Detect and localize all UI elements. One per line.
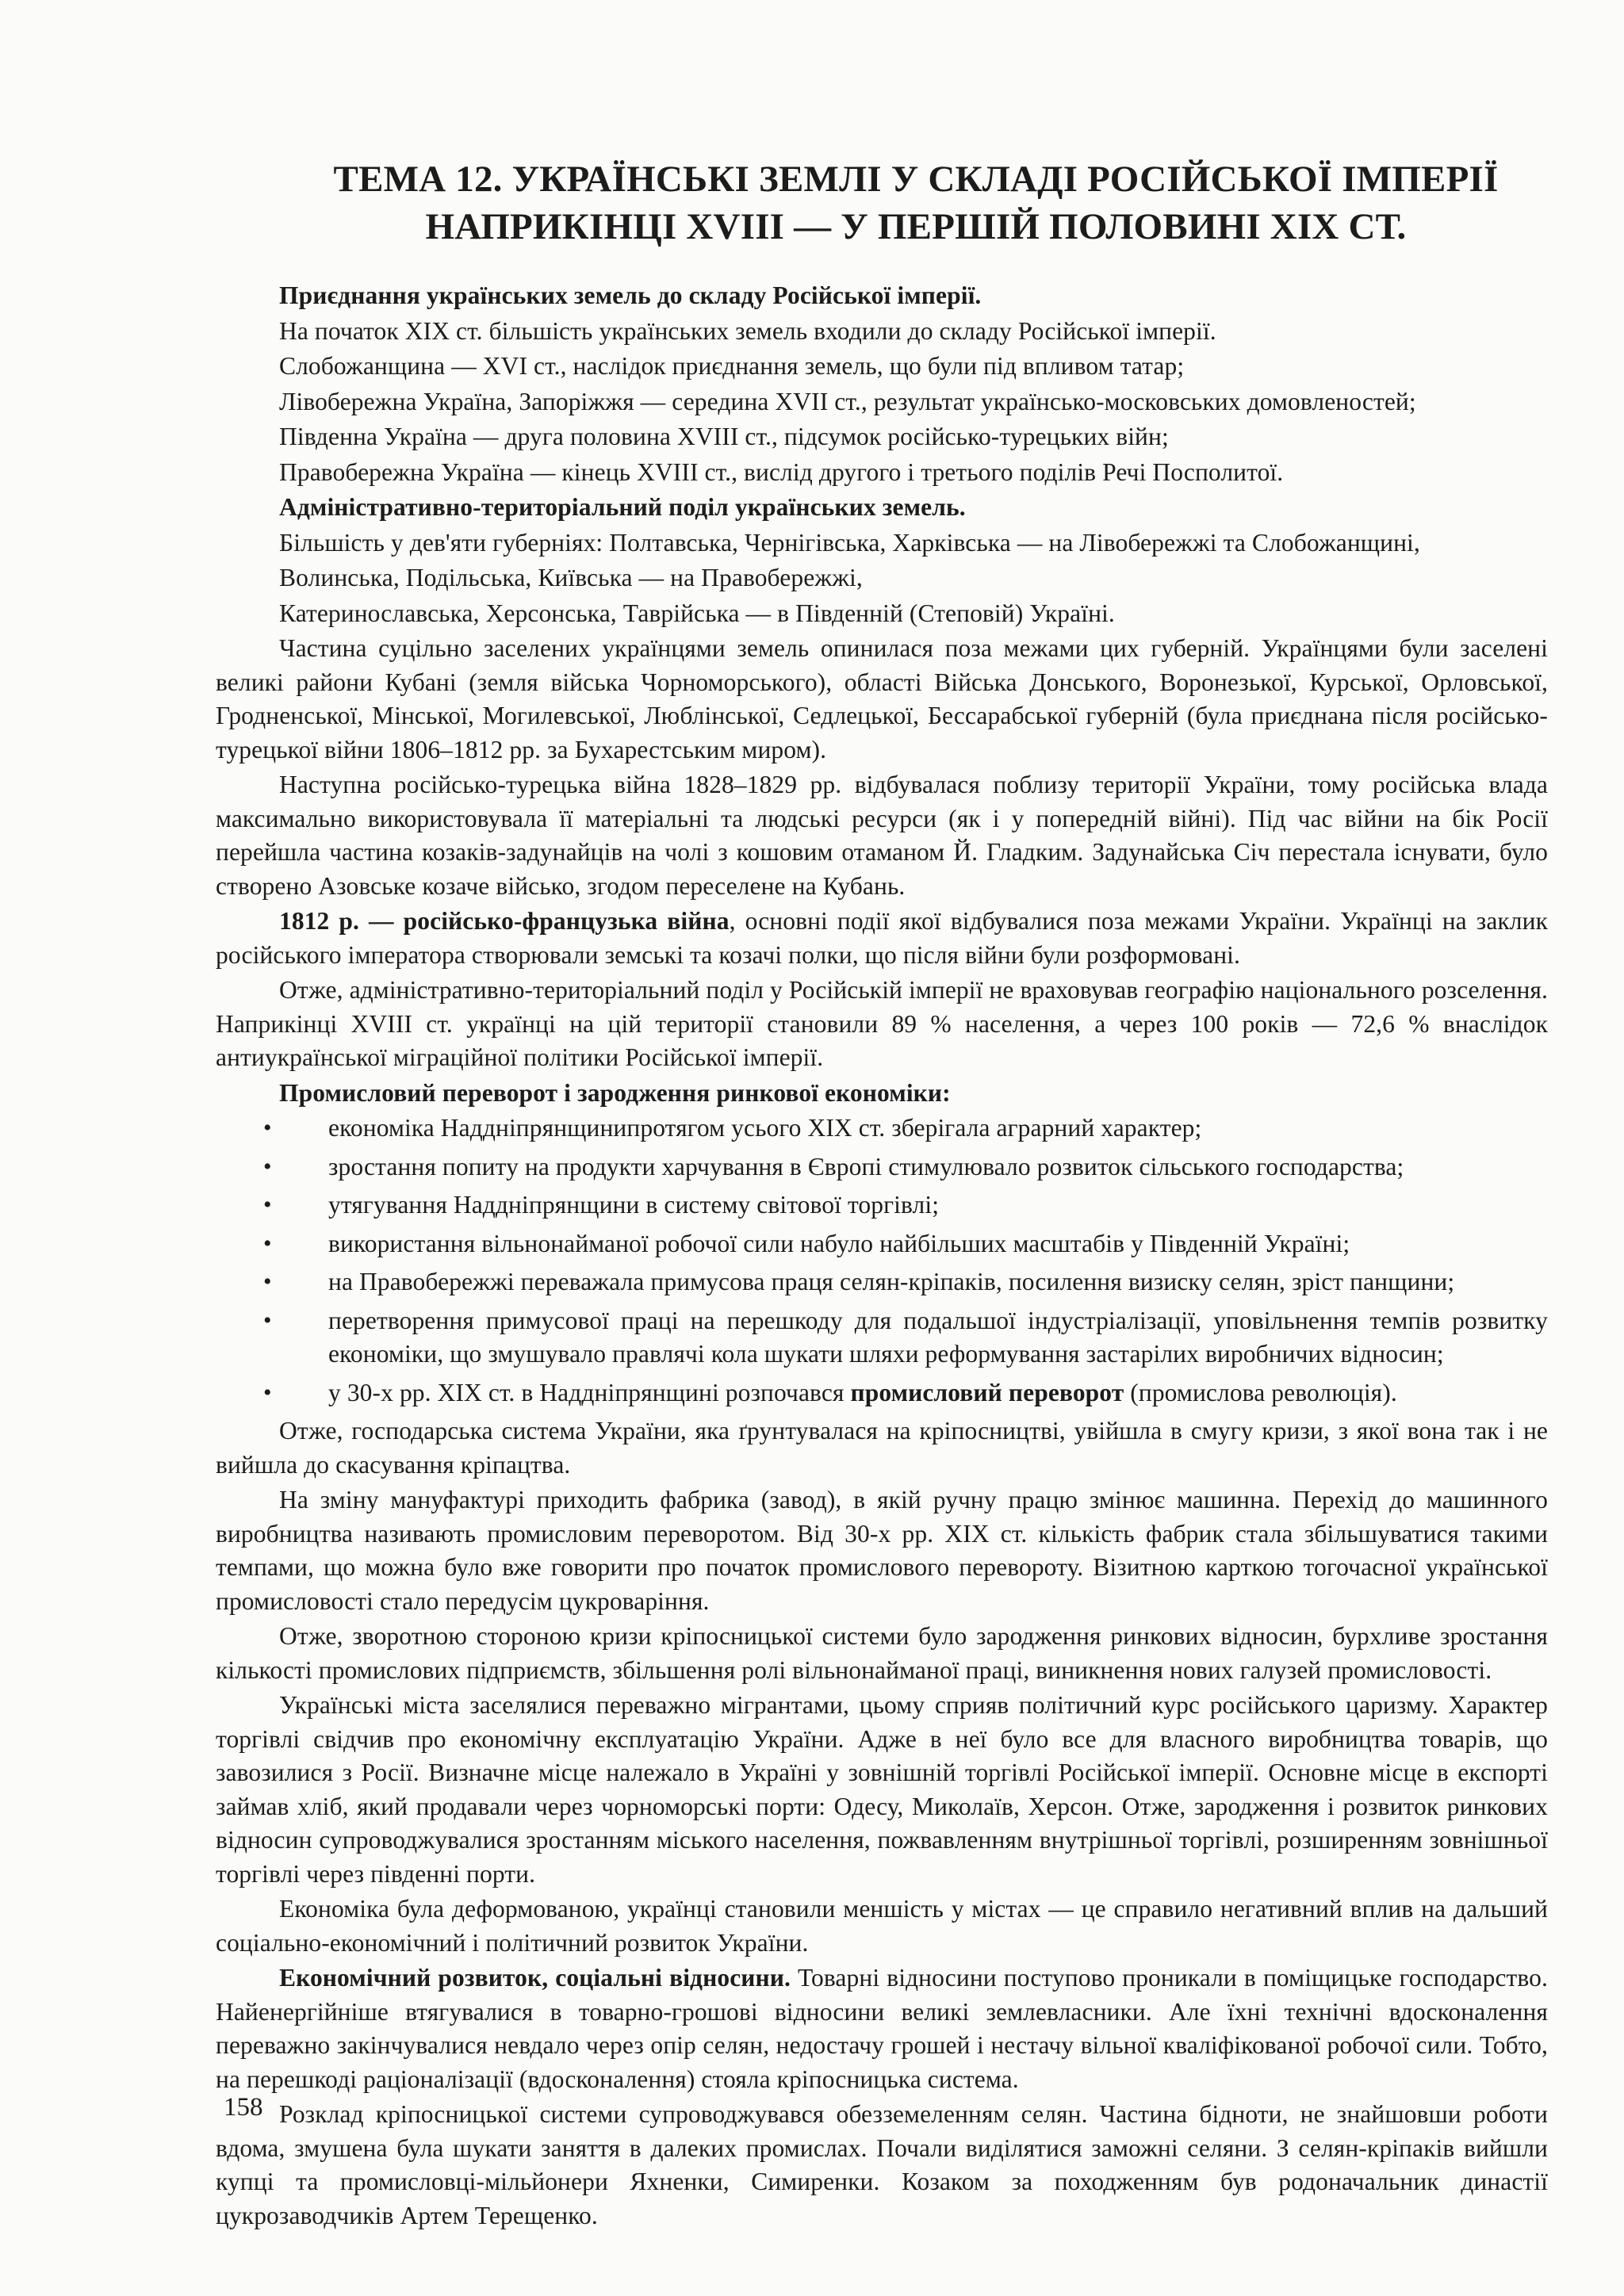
paragraph: Отже, господарська система України, яка ґрунтувалася на кріпосництві, увійшла в смугу кризи, з якої вона так і не вийшла до скасування кріпацтва. (216, 1417, 1548, 1479)
list-item: • використання вільнонайманої робочої сили набуло найбільших масштабів у Південній Україні; (328, 1227, 1548, 1261)
paragraph: Отже, адміністративно-територіальний поділ у Російській імперії не враховував географію національного розселення. Наприкінці XVIII ст. українці на цій території становили 89 % населення, а через 100 років — 72,6 % внаслідок антиукраїнської міграційної політики Російської імперії. (216, 976, 1548, 1071)
list-item: • зростання попиту на продукти харчування в Європі стимулювало розвиток сільського господарства; (328, 1150, 1548, 1184)
list-item: • перетворення примусової праці на перешкоду для подальшої індустріалізації, уповільнення темпів розвитку економіки, що змушувало правлячі кола шукати шляхи реформування застарілих виробничих відносин; (328, 1304, 1548, 1372)
text-line: Більшість у дев'яти губерніях: Полтавська, Чернігівська, Харківська — на Лівобережжі та Слобожанщині, (279, 528, 1420, 557)
paragraph: Отже, зворотною стороною кризи кріпосницької системи було зародження ринкових відносин, бурхливе зростання кількості промислових підприємств, збільшення ролі вільнонайманої праці, виникнення нових галузей промисловості. (216, 1622, 1548, 1684)
paragraph: Економіка була деформованою, українці становили меншість у містах — це справило негативний вплив на дальший соціально-економічний і політичний розвиток України. (216, 1895, 1548, 1957)
section-heading-annexation: Приєднання українських земель до складу Російської імперії. (279, 281, 982, 309)
text-line: Лівобережна Україна, Запоріжжя — середина XVII ст., результат українсько-московських домовленостей; (279, 387, 1416, 415)
paragraph: Українські міста заселялися переважно мігрантами, цьому сприяв політичний курс російського царизму. Характер торгівлі свідчив про економічну експлуатацію України. Адже в неї було все для власного виробництва товарів, що завозилися з Росії. Визначне місце належало в Україні у зовнішній торгівлі Російської імперії. Основне місце в експорті займав хліб, який продавали через чорноморські порти: Одесу, Миколаїв, Херсон. Отже, зародження і розвиток ринкових відносин супроводжувалися зростанням міського населення, пожвавленням внутрішньої торгівлі, розширенням зовнішньої торгівлі через південні порти. (216, 1691, 1548, 1888)
text-line: Катеринославська, Херсонська, Таврійська — в Південній (Степовій) Україні. (279, 599, 1115, 627)
section-heading-industrial-revolution: Промисловий переворот і зародження ринкової економіки: (279, 1078, 951, 1107)
list-item: • на Правобережжі переважала примусова праця селян-кріпаків, посилення визиску селян, зріст панщини; (328, 1265, 1548, 1299)
list-item: • утягування Наддніпрянщини в систему світової торгівлі; (328, 1188, 1548, 1223)
paragraph: Частина суцільно заселених українцями земель опинилася поза межами цих губерній. Українцями були заселені великі райони Кубані (земля війська Чорноморського), області Війська Донського, Воронезької, Курської, Орловської, Гродненської, Мінської, Могилевської, Люблінської, Седлецької, Бессарабської губерній (була приєднана після російсько-турецької війни 1806–1812 рр. за Бухарестським миром). (216, 634, 1548, 763)
title-line-1: ТЕМА 12. УКРАЇНСЬКІ ЗЕМЛІ У СКЛАДІ РОСІЙСЬКОЇ ІМПЕРІЇ (333, 159, 1499, 200)
paragraph (216, 1961, 1548, 2096)
section-heading-economic-development: Економічний розвиток, соціальні відносини. (279, 1964, 791, 1992)
text-line: Правобережна Україна — кінець XVIII ст., вислід другого і третього поділів Речі Посполитої. (279, 457, 1284, 486)
list-item (328, 1376, 1548, 1410)
section-heading-administrative-division: Адміністративно-територіальний поділ українських земель. (279, 493, 966, 521)
text-line: Південна Україна — друга половина XVIII ст., підсумок російсько-турецьких війн; (279, 423, 1169, 450)
page-title (216, 155, 1561, 251)
page-number: 158 (224, 2093, 263, 2122)
bold-phrase: промисловий переворот (850, 1378, 1124, 1406)
list-item-text: у 30-х рр. XIX ст. в Наддніпрянщині розпочався (328, 1378, 851, 1406)
text-line: Волинська, Подільська, Київська — на Правобережжі, (279, 564, 863, 591)
paragraph: Розклад кріпосницької системи супроводжувався обезземеленням селян. Частина бідноти, не знайшовши роботи вдома, змушена була шукати заняття в далеких промислах. Почали виділятися заможні селяни. З селян-кріпаків вийшли купці та промисловці-мільйонери Яхненки, Симиренки. Козаком за походженням був родоначальник династії цукрозаводчиків Артем Терещенко. (216, 2100, 1548, 2229)
paragraph-text: , основні події якої відбувалися поза межами України. Українці на заклик російського імператора створювали земські та козачі полки, що після війни були розформовані. (216, 907, 1548, 969)
paragraph-text: Товарні відносини поступово проникали в поміщицьке господарство. Найенергійніше втягувалися в товарно-грошові відносини великі землевласники. Але їхні технічні вдосконалення переважно закінчувалися невдало через опір селян, недостачу грошей і нестачу вільної кваліфікованої робочої сили. Тобто, на перешкоді раціоналізації (вдосконалення) стояла кріпосницька система. (216, 1964, 1548, 2093)
bullet-list (216, 1112, 1548, 1410)
paragraph (216, 905, 1548, 972)
paragraph: На зміну мануфактурі приходить фабрика (завод), в якій ручну працю змінює машинна. Перехід до машинного виробництва називають промисловим переворотом. Від 30-х рр. XIX ст. кількість фабрик стала збільшуватися такими темпами, що можна було вже говорити про початок промислового перевороту. Візитною карткою тогочасної української промисловості стало передусім цукроваріння. (216, 1486, 1548, 1615)
title-line-2: НАПРИКІНЦІ XVIII — У ПЕРШІЙ ПОЛОВИНІ XIX СТ. (425, 206, 1407, 247)
text-line: На початок XIX ст. більшість українських земель входили до складу Російської імперії. (279, 316, 1216, 345)
bold-phrase: 1812 р. — російсько-французька війна (279, 907, 730, 935)
list-item: • економіка Наддніпрянщинипротягом усього XIX ст. зберігала аграрний характер; (328, 1112, 1548, 1146)
page-content (216, 279, 1548, 2233)
list-item-text: (промислова революція). (1124, 1378, 1397, 1406)
paragraph: Наступна російсько-турецька війна 1828–1829 рр. відбувалася поблизу території України, тому російська влада максимально використовувала її матеріальні та людські ресурси (як і у попередній війні). Під час війни на бік Росії перейшла частина козаків-задунайців на чолі з кошовим отаманом Й. Гладким. Задунайська Січ перестала існувати, було створено Азовське козаче військо, згодом переселене на Кубань. (216, 771, 1548, 900)
text-line: Слобожанщина — XVI ст., наслідок приєднання земель, що були під впливом татар; (279, 352, 1185, 380)
